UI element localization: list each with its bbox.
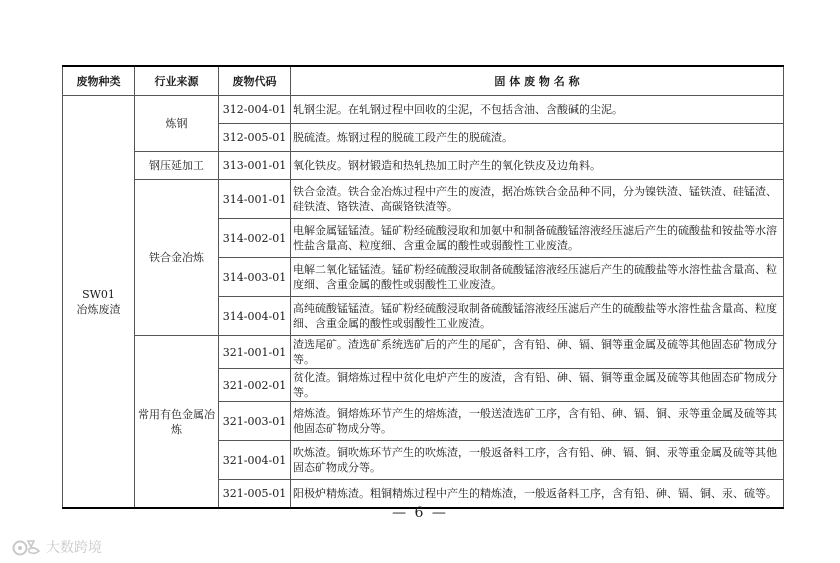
table-row [63,152,784,180]
header-waste-type: 废物种类 [63,66,135,96]
waste-desc-cell: 铁合金渣。铁合金冶炼过程中产生的废渣，据冶炼铁合金品种不同，分为镍铁渣、锰铁渣、硅锰渣、硅铁渣、铬铁渣、高碳铬铁渣等。 [291,180,784,219]
waste-type-cell [63,96,135,509]
watermark-text: 大数跨境 [46,540,102,556]
industry-cell: 常用有色金属冶炼 [135,336,219,509]
table-row [63,96,784,124]
table-header-row [63,66,784,96]
table-row [63,336,784,369]
waste-desc-cell: 电解二氧化锰锰渣。锰矿粉经硫酸浸取制备硫酸锰溶液经压滤后产生的硫酸盐等水溶性盐含量高、粒度细、含重金属的酸性或弱酸性工业废渣。 [291,258,784,297]
waste-code-cell: 312-005-01 [219,124,291,152]
waste-code-cell: 312-004-01 [219,96,291,124]
waste-type-name: 冶炼废渣 [76,302,121,316]
header-industry-source: 行业来源 [135,66,219,96]
watermark [12,536,102,558]
waste-code-cell: 321-003-01 [219,402,291,441]
waste-desc-cell: 阳极炉精炼渣。粗铜精炼过程中产生的精炼渣，一般返备料工序，含有铅、砷、镉、铜、汞、硫等。 [291,480,784,509]
waste-desc-cell: 电解金属锰锰渣。锰矿粉经硫酸浸取和加氨中和制备硫酸锰溶液经压滤后产生的硫酸盐和铵盐等水溶性盐含量高、粒度细、含重金属的酸性或弱酸性工业废渣。 [291,219,784,258]
brand-logo-icon [12,537,42,557]
waste-code-cell: 314-001-01 [219,180,291,219]
header-waste-code: 废物代码 [219,66,291,96]
industry-cell: 钢压延加工 [135,152,219,180]
waste-desc-cell: 氧化铁皮。钢材锻造和热轧热加工时产生的氧化铁皮及边角料。 [291,152,784,180]
table-row [63,180,784,219]
waste-desc-cell: 脱硫渣。炼钢过程的脱硫工段产生的脱硫渣。 [291,124,784,152]
waste-code-cell: 314-004-01 [219,297,291,336]
waste-desc-cell: 渣选尾矿。渣选矿系统选矿后的产生的尾矿，含有铅、砷、镉、铜等重金属及硫等其他固态矿物成分等。 [291,336,784,369]
waste-desc-cell: 熔炼渣。铜熔炼环节产生的熔炼渣，一般送渣选矿工序，含有铅、砷、镉、铜、汞等重金属及硫等其他固态矿物成分等。 [291,402,784,441]
waste-code-cell: 321-001-01 [219,336,291,369]
waste-desc-cell: 高纯硫酸锰锰渣。锰矿粉经硫酸浸取制备硫酸锰溶液经压滤后产生的硫酸盐等水溶性盐含量高、粒度细、含重金属的酸性或弱酸性工业废渣。 [291,297,784,336]
waste-type-code: SW01 [82,287,115,301]
page-number: — 6 — [392,505,448,521]
waste-code-cell: 314-002-01 [219,219,291,258]
industry-cell: 炼钢 [135,96,219,152]
waste-desc-cell: 吹炼渣。铜吹炼环节产生的吹炼渣，一般返备料工序，含有铅、砷、镉、铜、汞等重金属及硫等其他固态矿物成分等。 [291,441,784,480]
header-waste-name: 固 体 废 物 名 称 [291,66,784,96]
waste-desc-cell: 贫化渣。铜熔炼过程中贫化电炉产生的废渣，含有铅、砷、镉、铜等重金属及硫等其他固态矿物成分等。 [291,369,784,402]
waste-code-cell: 314-003-01 [219,258,291,297]
waste-table [62,65,784,509]
waste-code-cell: 321-004-01 [219,441,291,480]
waste-code-cell: 313-001-01 [219,152,291,180]
industry-cell: 铁合金冶炼 [135,180,219,336]
waste-desc-cell: 轧钢尘泥。在轧钢过程中回收的尘泥，不包括含油、含酸碱的尘泥。 [291,96,784,124]
waste-code-cell: 321-002-01 [219,369,291,402]
waste-code-cell: 321-005-01 [219,480,291,509]
